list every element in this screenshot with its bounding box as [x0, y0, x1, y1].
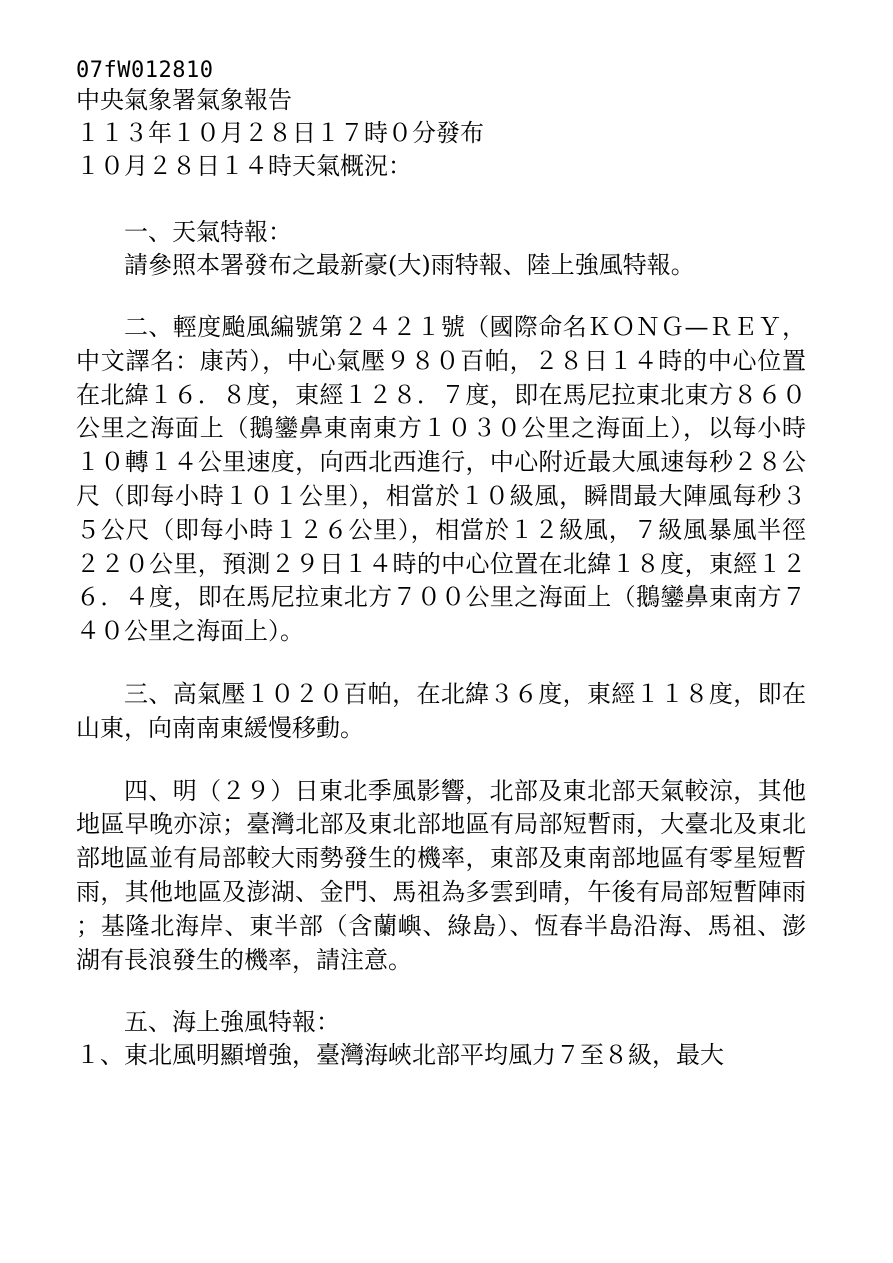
section-3-high-pressure-paragraph: 三、高氣壓１０２０百帕，在北緯３６度，東經１１８度，即在山東，向南南東緩慢移動。 [76, 679, 806, 742]
section-1-heading: 一、天氣特報： [124, 218, 292, 246]
section-5-heading: 五、海上強風特報： [124, 1008, 340, 1037]
issue-timestamp: １１３年１０月２８日１７時０分發布 [76, 119, 484, 147]
section-1-body: 請參照本署發布之最新豪(大)雨特報、陸上強風特報。 [124, 251, 695, 279]
agency-title: 中央氣象署氣象報告 [76, 86, 292, 114]
section-5-item-1: １、東北風明顯增強，臺灣海峽北部平均風力７至８級，最大 [76, 1041, 724, 1070]
weather-report-document [76, 58, 806, 1072]
section-4-forecast-paragraph: 四、明（２９）日東北季風影響，北部及東北部天氣較涼，其他地區早晚亦涼；臺灣北部及東北部地區有局部短暫雨，大臺北及東北部地區並有局部較大雨勢發生的機率，東部及東南部地區有零星短暫雨，其他地區及澎湖、金門、馬祖為多雲到晴，午後有局部短暫陣雨；基隆北海岸、東半部（含蘭嶼、綠島）、恆春半島沿海、馬祖、澎湖有長浪發生的機率，請注意。 [76, 776, 806, 974]
section-2-typhoon-paragraph: 二、輕度颱風編號第２４２１號（國際命名ＫＯＮＧ—ＲＥＹ，中文譯名：康芮），中心氣壓９８０百帕，２８日１４時的中心位置在北緯１６．８度，東經１２８．７度，即在馬尼拉東北東方８６０公里之海面上（鵝鑾鼻東南東方１０３０公里之海面上），以每小時１０轉１４公里速度，向西北西進行，中心附近最大風速每秒２８公尺（即每小時１０１公里），相當於１０級風，瞬間最大陣風每秒３５公尺（即每小時１２６公里），相當於１２級風，７級風暴風半徑２２０公里，預測２９日１４時的中心位置在北緯１８度，東經１２６．４度，即在馬尼拉東北方７００公里之海面上（鵝鑾鼻東南方７４０公里之海面上）。 [76, 313, 806, 646]
overview-heading: １０月２８日１４時天氣概況： [76, 152, 412, 180]
document-id: 07fW012810 [76, 58, 214, 83]
